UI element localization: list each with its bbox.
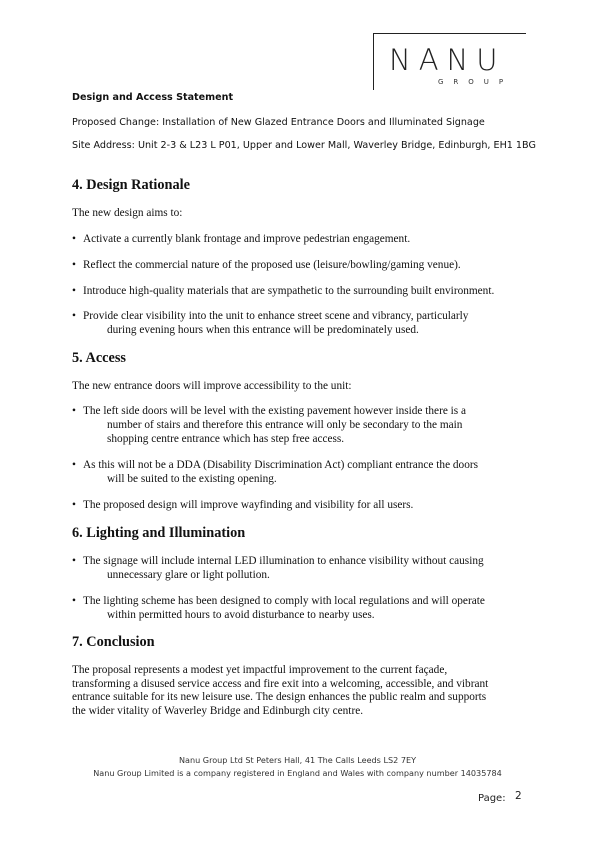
bullet-marker: • <box>72 310 76 322</box>
section-intro: The new entrance doors will improve accessibility to the unit: <box>72 380 352 392</box>
list-item-text: Reflect the commercial nature of the proposed use (leisure/bowling/gaming venue). <box>83 259 461 271</box>
section-heading-access: 5. Access <box>72 350 126 366</box>
list-item-text: Introduce high-quality materials that are sympathetic to the surrounding built environment. <box>83 285 495 297</box>
paragraph-line: transforming a disused service access and fire exit into a welcoming, accessible, and vibrant <box>72 677 489 690</box>
bullet-marker: • <box>72 259 76 271</box>
bullet-marker: • <box>72 499 76 511</box>
site-address-line: Site Address: Unit 2-3 & L23 L P01, Upper and Lower Mall, Waverley Bridge, Edinburgh, EH1 1BG <box>72 140 536 151</box>
footer-registration: Nanu Group Limited is a company registered in England and Wales with company number 14035784 <box>93 768 502 778</box>
logo-subtitle: GROUP <box>438 78 514 86</box>
logo-wordmark: NANU <box>389 43 506 77</box>
company-logo <box>373 33 526 90</box>
paragraph-line: entrance suitable for its new leisure use. The design enhances the public realm and supports <box>72 691 487 703</box>
paragraph-line: the wider vitality of Waverley Bridge and Edinburgh city centre. <box>72 704 364 717</box>
list-item-text: Provide clear visibility into the unit to enhance street scene and vibrancy, particularly <box>83 310 469 322</box>
list-item-text: The lighting scheme has been designed to comply with local regulations and will operate <box>83 595 485 607</box>
bullet-marker: • <box>72 555 76 567</box>
section-heading-lighting: 6. Lighting and Illumination <box>72 525 246 541</box>
list-item-text-continuation: shopping centre entrance which has step free access. <box>107 433 345 445</box>
bullet-marker: • <box>72 233 76 245</box>
page-number: 2 <box>515 790 522 802</box>
section-heading-conclusion: 7. Conclusion <box>72 634 155 650</box>
paragraph-line: The proposal represents a modest yet impactful improvement to the current façade, <box>72 664 448 676</box>
list-item-text: The left side doors will be level with the existing pavement however inside there is a <box>83 405 467 417</box>
bullet-marker: • <box>72 459 76 471</box>
list-item-text-continuation: will be suited to the existing opening. <box>107 473 277 485</box>
list-item-text: As this will not be a DDA (Disability Discrimination Act) compliant entrance the doors <box>83 459 479 471</box>
conclusion-paragraph <box>72 664 527 718</box>
page-label: Page: <box>478 793 506 804</box>
document-title: Design and Access Statement <box>72 92 234 103</box>
section-intro: The new design aims to: <box>72 207 183 219</box>
list-item-text-continuation: unnecessary glare or light pollution. <box>107 569 270 581</box>
list-item-text: The proposed design will improve wayfinding and visibility for all users. <box>83 499 414 511</box>
list-item-text-continuation: within permitted hours to avoid disturbance to nearby uses. <box>107 609 375 621</box>
list-item-text: The signage will include internal LED illumination to enhance visibility without causing <box>83 555 484 567</box>
list-item-text: Activate a currently blank frontage and improve pedestrian engagement. <box>83 233 411 245</box>
list-item-text-continuation: number of stairs and therefore this entrance will only be secondary to the main <box>107 419 463 431</box>
bullet-marker: • <box>72 595 76 607</box>
footer-address: Nanu Group Ltd St Peters Hall, 41 The Calls Leeds LS2 7EY <box>178 755 417 765</box>
list-item-text-continuation: during evening hours when this entrance will be predominately used. <box>107 324 419 336</box>
bullet-marker: • <box>72 285 76 297</box>
section-heading-design-rationale: 4. Design Rationale <box>72 177 190 193</box>
proposed-change-line: Proposed Change: Installation of New Glazed Entrance Doors and Illuminated Signage <box>72 117 485 128</box>
bullet-marker: • <box>72 405 76 417</box>
